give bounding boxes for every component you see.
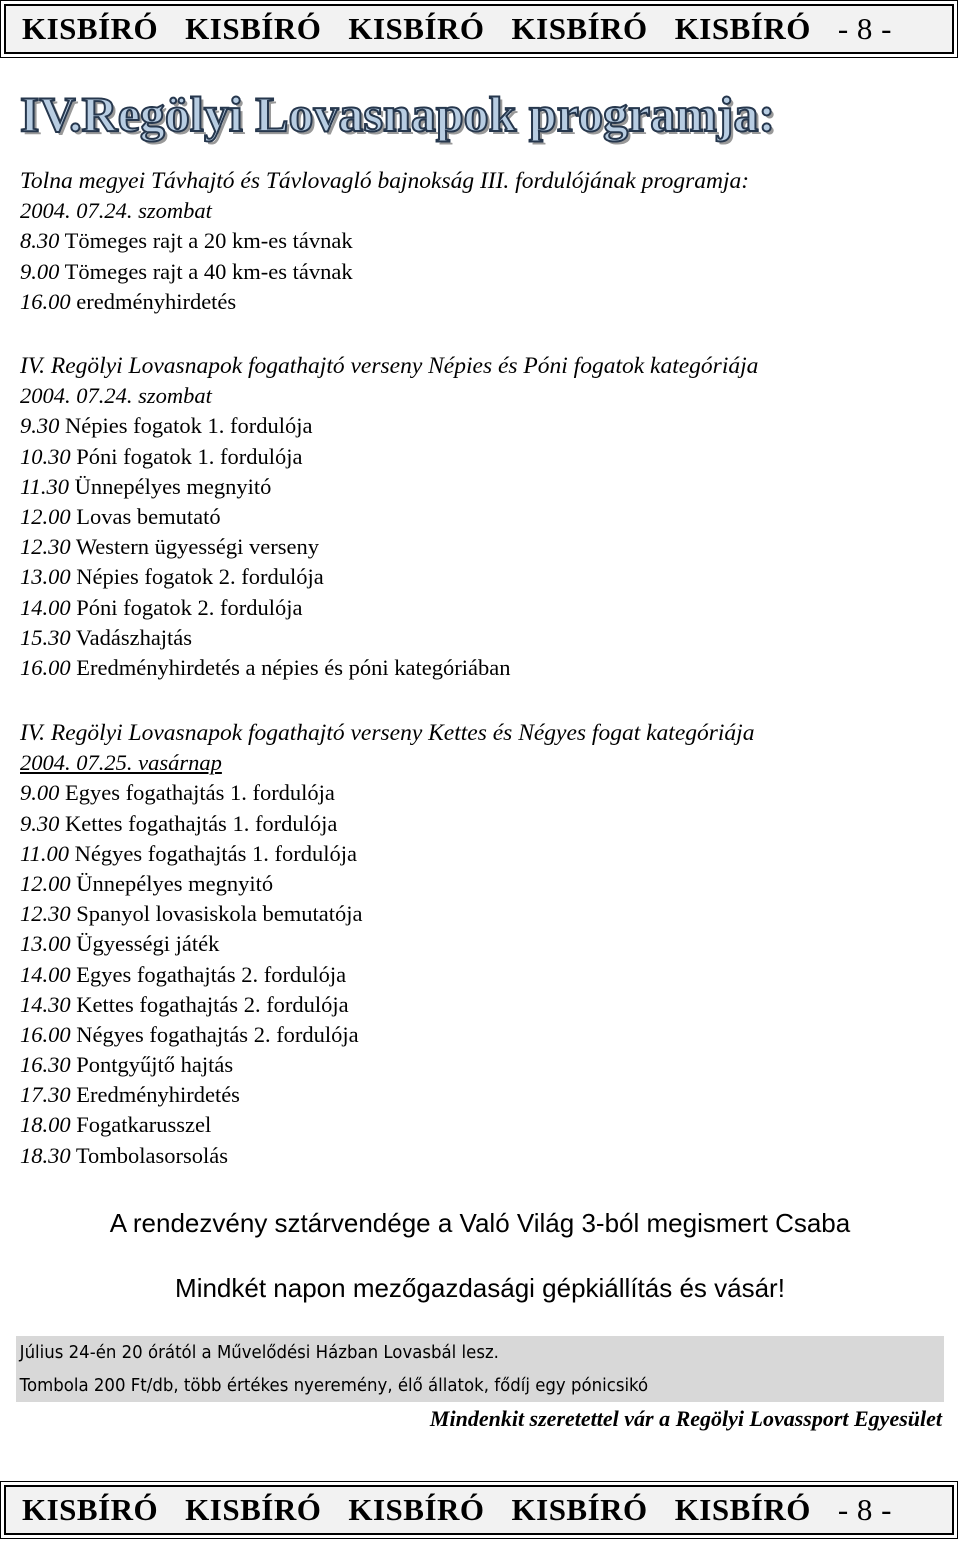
header-banner-inner: [4, 4, 954, 54]
schedule-text: Póni fogatok 2. fordulója: [70, 594, 303, 620]
schedule-item: [20, 960, 945, 990]
schedule-item: [20, 1110, 945, 1140]
schedule-time: 16.00: [20, 288, 71, 314]
footer-word: KISBÍRÓ: [22, 1492, 159, 1527]
schedule-time: 16.00: [20, 654, 71, 680]
schedule-text: Eredményhirdetés a népies és póni kategóriában: [70, 654, 511, 680]
schedule-text: Négyes fogathajtás 2. fordulója: [70, 1021, 359, 1047]
footer-page-number: - 8 -: [837, 1492, 893, 1527]
schedule-time: 9.00: [20, 780, 60, 806]
schedule-time: 18.00: [20, 1112, 71, 1138]
schedule-text: Eredményhirdetés: [70, 1082, 240, 1108]
schedule-item: [20, 442, 945, 472]
section-folk-pony-program: [20, 351, 945, 683]
schedule-item: [20, 839, 945, 869]
schedule-item: [20, 287, 945, 317]
header-word: KISBÍRÓ: [185, 11, 322, 46]
schedule-item: [20, 1050, 945, 1080]
section-date: 2004. 07.24. szombat: [20, 383, 212, 409]
footer-word: KISBÍRÓ: [348, 1492, 485, 1527]
schedule-text: Ünnepélyes megnyitó: [68, 473, 272, 499]
schedule-item: [20, 593, 945, 623]
star-guest-announcement: A rendezvény sztárvendége a Való Világ 3-ból megismert Csaba: [109, 1208, 851, 1238]
schedule-text: Kettes fogathajtás 1. fordulója: [59, 810, 338, 836]
schedule-text: Kettes fogathajtás 2. fordulója: [70, 991, 349, 1017]
schedule-time: 9.30: [20, 413, 60, 439]
schedule-text: Tömeges rajt a 40 km-es távnak: [59, 258, 353, 284]
schedule-list: [20, 411, 945, 683]
schedule-item: [20, 502, 945, 532]
schedule-time: 12.30: [20, 534, 71, 560]
schedule-time: 14.00: [20, 594, 71, 620]
footer-banner: [0, 1481, 958, 1539]
ball-notice-line: Július 24-én 20 órától a Művelődési Házban Lovasbál lesz.: [19, 1342, 499, 1363]
schedule-item: [20, 1141, 945, 1171]
schedule-text: Pontgyűjtő hajtás: [70, 1052, 234, 1078]
schedule-time: 16.00: [20, 1021, 71, 1047]
schedule-list: [20, 226, 945, 317]
schedule-text: Népies fogatok 1. fordulója: [59, 413, 313, 439]
schedule-text: Egyes fogathajtás 1. fordulója: [59, 780, 335, 806]
section-pair-team-program: [20, 718, 945, 1171]
schedule-item: [20, 899, 945, 929]
schedule-time: 13.00: [20, 931, 71, 957]
schedule-text: Póni fogatok 1. fordulója: [70, 443, 303, 469]
schedule-text: Lovas bemutató: [70, 503, 221, 529]
schedule-time: 16.30: [20, 1052, 71, 1078]
tombola-notice-line: Tombola 200 Ft/db, több értékes nyeremény, élő állatok, fődíj egy pónicsikó: [19, 1375, 649, 1396]
ball-notice-box: [16, 1336, 944, 1402]
schedule-item: [20, 990, 945, 1020]
header-banner: [0, 0, 958, 58]
schedule-item: [20, 226, 945, 256]
schedule-list: [20, 778, 945, 1170]
header-word: KISBÍRÓ: [348, 11, 485, 46]
section-distance-program: [20, 166, 945, 317]
schedule-time: 12.30: [20, 901, 71, 927]
header-word: KISBÍRÓ: [674, 11, 811, 46]
schedule-item: [20, 929, 945, 959]
schedule-text: Egyes fogathajtás 2. fordulója: [70, 961, 347, 987]
schedule-time: 11.30: [20, 473, 69, 499]
schedule-item: [20, 562, 945, 592]
footer-banner-inner: [4, 1485, 954, 1535]
header-word: KISBÍRÓ: [22, 11, 159, 46]
header-page-number: - 8 -: [837, 11, 893, 46]
schedule-text: Négyes fogathajtás 1. fordulója: [68, 840, 358, 866]
schedule-text: Tombolasorsolás: [70, 1142, 229, 1168]
schedule-text: Ügyességi játék: [70, 931, 220, 957]
schedule-item: [20, 411, 945, 441]
header-word: KISBÍRÓ: [511, 11, 648, 46]
schedule-text: Western ügyességi verseny: [70, 534, 319, 560]
section-heading: IV. Regölyi Lovasnapok fogathajtó verseny Népies és Póni fogatok kategóriája: [20, 353, 759, 379]
schedule-item: [20, 653, 945, 683]
schedule-time: 9.00: [20, 258, 60, 284]
footer-word: KISBÍRÓ: [185, 1492, 322, 1527]
schedule-time: 15.30: [20, 624, 71, 650]
schedule-time: 12.00: [20, 503, 71, 529]
schedule-item: [20, 778, 945, 808]
schedule-text: Fogatkarusszel: [70, 1112, 212, 1138]
footer-word: KISBÍRÓ: [674, 1492, 811, 1527]
footer-word: KISBÍRÓ: [511, 1492, 648, 1527]
schedule-text: Spanyol lovasiskola bemutatója: [70, 901, 363, 927]
schedule-item: [20, 257, 945, 287]
schedule-time: 9.30: [20, 810, 60, 836]
schedule-text: Tömeges rajt a 20 km-es távnak: [59, 228, 353, 254]
schedule-time: 8.30: [20, 228, 60, 254]
section-date: 2004. 07.25. vasárnap: [20, 750, 222, 776]
schedule-item: [20, 809, 945, 839]
schedule-time: 18.30: [20, 1142, 71, 1168]
page-title: IV.Regölyi Lovasnapok programja:: [20, 86, 776, 142]
schedule-item: [20, 532, 945, 562]
schedule-item: [20, 1020, 945, 1050]
organizer-signature: Mindenkit szeretettel vár a Regölyi Lovassport Egyesület: [429, 1406, 942, 1431]
schedule-item: [20, 1080, 945, 1110]
section-date: 2004. 07.24. szombat: [20, 198, 212, 224]
schedule-time: 13.00: [20, 564, 71, 590]
section-heading: IV. Regölyi Lovasnapok fogathajtó verseny Kettes és Négyes fogat kategóriája: [20, 720, 755, 746]
schedule-time: 17.30: [20, 1082, 71, 1108]
schedule-item: [20, 623, 945, 653]
schedule-text: Népies fogatok 2. fordulója: [70, 564, 324, 590]
expo-announcement: Mindkét napon mezőgazdasági gépkiállítás és vásár!: [175, 1273, 785, 1303]
schedule-text: Ünnepélyes megnyitó: [70, 870, 274, 896]
schedule-time: 14.30: [20, 991, 71, 1017]
schedule-text: Vadászhajtás: [70, 624, 193, 650]
schedule-time: 11.00: [20, 840, 69, 866]
schedule-text: eredményhirdetés: [70, 288, 237, 314]
schedule-item: [20, 869, 945, 899]
schedule-time: 12.00: [20, 870, 71, 896]
schedule-item: [20, 472, 945, 502]
schedule-time: 10.30: [20, 443, 71, 469]
schedule-time: 14.00: [20, 961, 71, 987]
section-heading: Tolna megyei Távhajtó és Távlovagló bajnokság III. fordulójának programja:: [20, 168, 750, 194]
